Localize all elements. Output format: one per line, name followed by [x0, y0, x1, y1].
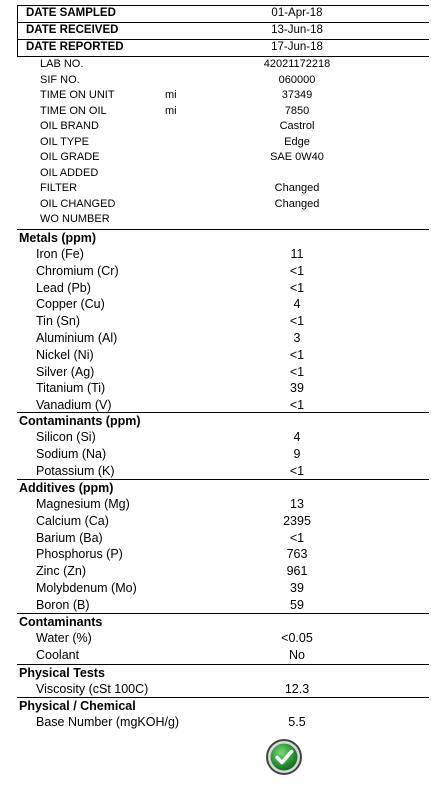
row-label: Vanadium (V): [36, 398, 112, 413]
contaminant-row: [17, 630, 429, 647]
date-reported-row: [17, 39, 429, 57]
row-value: 3: [293, 330, 301, 345]
row-label: Sodium (Na): [36, 446, 107, 461]
info-value: 7850: [284, 104, 310, 117]
metal-row: [17, 330, 429, 347]
info-value: SAE 0W40: [270, 151, 324, 163]
info-row: [17, 166, 429, 182]
section-title: Physical Tests: [19, 666, 105, 680]
metal-row: [17, 296, 429, 313]
row-label: Nickel (Ni): [36, 347, 94, 362]
info-label: OIL GRADE: [40, 151, 100, 163]
section-title: Additives (ppm): [19, 481, 114, 495]
metal-row: [17, 280, 429, 297]
info-label: OIL TYPE: [40, 135, 89, 148]
row-value: <1: [289, 263, 305, 278]
row-label: Aluminium (Al): [36, 330, 118, 345]
row-value: 12.3: [284, 682, 310, 696]
section-title: Physical / Chemical: [19, 699, 136, 713]
row-label: Chromium (Cr): [36, 263, 119, 278]
row-value: <1: [289, 314, 305, 329]
section-title: Metals (ppm): [19, 231, 97, 245]
info-label: TIME ON UNIT: [40, 89, 115, 101]
metal-row: [17, 380, 429, 397]
info-row: [17, 57, 429, 73]
row-value: 5.5: [288, 715, 306, 729]
additive-row: [17, 580, 429, 597]
contaminants-ppm-section: [17, 412, 429, 479]
info-label: FILTER: [40, 182, 78, 194]
row-value: 961: [286, 564, 308, 579]
row-label: Potassium (K): [36, 463, 115, 478]
metals-section: [17, 229, 429, 414]
info-value: 060000: [278, 73, 316, 86]
metal-row: [17, 313, 429, 330]
additive-row: [17, 563, 429, 580]
row-value: 39: [290, 580, 304, 595]
section-title: Contaminants: [19, 615, 103, 629]
row-value: 59: [290, 597, 304, 612]
metal-row: [17, 246, 429, 263]
sample-info: [17, 57, 429, 228]
chemical-row: [17, 714, 429, 731]
physical-row: [17, 681, 429, 698]
row-label: Molybdenum (Mo): [36, 580, 137, 595]
info-value: 42021172218: [263, 58, 331, 70]
row-value: <1: [289, 530, 305, 545]
contaminant-row: [17, 429, 429, 446]
info-row: [17, 181, 429, 197]
row-label: Viscosity (cSt 100C): [36, 682, 149, 696]
info-row: [17, 104, 429, 120]
row-label: Titanium (Ti): [36, 381, 106, 396]
contaminants-section: [17, 613, 429, 664]
date-received-value: 13-Jun-18: [271, 24, 323, 36]
date-reported-value: 17-Jun-18: [271, 41, 323, 53]
row-value: <1: [289, 463, 305, 478]
row-label: Calcium (Ca): [36, 513, 109, 528]
row-value: 9: [293, 446, 301, 461]
date-received-label: DATE RECEIVED: [26, 24, 119, 36]
info-unit: mi: [165, 104, 177, 117]
row-value: 13: [290, 497, 304, 511]
additive-row: [17, 597, 429, 614]
section-title: Contaminants (ppm): [19, 414, 141, 428]
row-value: <1: [289, 347, 305, 362]
info-row: [17, 119, 429, 135]
contaminant-row: [17, 463, 429, 480]
row-label: Copper (Cu): [36, 297, 105, 312]
additive-row: [17, 496, 429, 513]
row-value: <1: [289, 364, 305, 379]
row-label: Base Number (mgKOH/g): [36, 715, 180, 729]
info-value: Changed: [274, 182, 320, 194]
date-received-row: [17, 22, 429, 39]
date-sampled-row: [17, 5, 429, 22]
row-value: 4: [293, 297, 301, 312]
row-label: Iron (Fe): [36, 247, 84, 261]
row-label: Phosphorus (P): [36, 547, 123, 562]
row-label: Water (%): [36, 631, 92, 645]
row-value: <1: [289, 398, 305, 413]
info-row: [17, 150, 429, 166]
row-label: Barium (Ba): [36, 530, 103, 545]
row-label: Tin (Sn): [36, 314, 80, 329]
info-label: WO NUMBER: [40, 213, 110, 225]
info-label: OIL BRAND: [40, 120, 99, 132]
metal-row: [17, 263, 429, 280]
row-value: 2395: [283, 513, 311, 528]
info-value: 37349: [281, 89, 313, 101]
info-row: [17, 212, 429, 228]
info-value: Changed: [274, 197, 320, 210]
report-dates: [17, 5, 429, 57]
row-value: 11: [290, 247, 304, 261]
physical-tests-section: [17, 664, 429, 698]
metal-row: [17, 364, 429, 381]
date-reported-label: DATE REPORTED: [26, 41, 124, 53]
info-row: [17, 135, 429, 151]
row-label: Magnesium (Mg): [36, 497, 130, 511]
row-value: 39: [290, 381, 304, 396]
metal-row: [17, 347, 429, 364]
info-value: Castrol: [279, 120, 315, 132]
row-label: Silver (Ag): [36, 364, 95, 379]
additive-row: [17, 530, 429, 547]
row-label: Boron (B): [36, 597, 90, 612]
row-value: 763: [286, 547, 308, 562]
row-value: <1: [289, 280, 305, 295]
additives-section: [17, 479, 429, 614]
additive-row: [17, 513, 429, 530]
info-unit: mi: [165, 89, 177, 101]
info-row: [17, 88, 429, 104]
row-label: Lead (Pb): [36, 280, 91, 295]
info-value: Edge: [284, 135, 310, 148]
contaminant-row: [17, 647, 429, 664]
physical-chemical-section: [17, 697, 429, 731]
info-label: LAB NO.: [40, 58, 84, 70]
additive-row: [17, 546, 429, 563]
row-value: 4: [293, 430, 301, 444]
row-value: No: [289, 647, 305, 662]
info-row: [17, 73, 429, 89]
info-label: OIL CHANGED: [40, 197, 116, 210]
row-value: <0.05: [281, 631, 313, 645]
row-label: Zinc (Zn): [36, 564, 86, 579]
info-label: SIF NO.: [40, 73, 80, 86]
row-label: Coolant: [36, 647, 80, 662]
info-label: OIL ADDED: [40, 166, 99, 179]
info-row: [17, 197, 429, 213]
check-circle-icon: [265, 738, 303, 776]
contaminant-row: [17, 446, 429, 463]
date-sampled-value: 01-Apr-18: [271, 7, 323, 19]
date-sampled-label: DATE SAMPLED: [26, 7, 116, 19]
info-label: TIME ON OIL: [40, 104, 107, 117]
row-label: Silicon (Si): [36, 430, 96, 444]
